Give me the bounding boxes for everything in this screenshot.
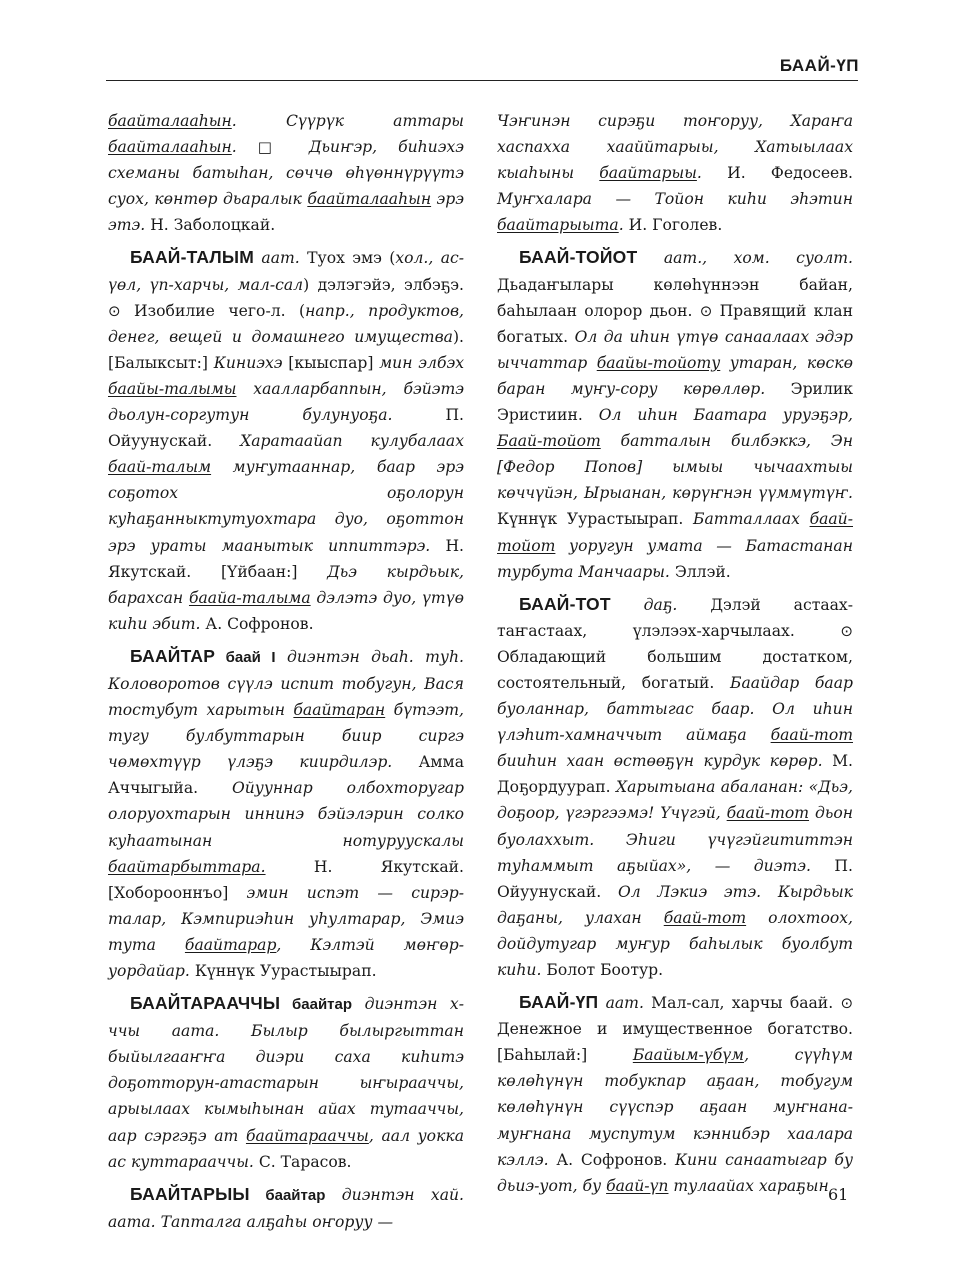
headword-usage: баайтаран (293, 701, 386, 720)
headword-usage: баайтарар (184, 935, 277, 954)
example-text: Кини санаатыгар бу дьиэ-уот, бу (497, 1150, 853, 1195)
entry-baai-tot (497, 591, 853, 983)
example-text: , Кэлтэй мөҥөр-уордайар. (108, 935, 464, 980)
example-text: Харатаайап кулубалаах (212, 432, 464, 451)
headword: БААЙТАРЫЫ (130, 1183, 250, 1204)
citation-author: А. Софронов. (548, 1150, 668, 1169)
example-text: Дьиҥэр, биһиэхэ схеманы батыһан, сөччө өһүөннүрүүтэ суох, көнтөр дьаралык (108, 138, 464, 209)
citation-author: Амма Аччыгыйа. (108, 753, 464, 798)
example-text: . (696, 164, 702, 183)
speaker-label: [Баһылай:] (497, 1046, 588, 1065)
bracket-note: [кыыспар] (288, 353, 374, 372)
left-column (108, 108, 464, 1241)
circle-dot-icon: ⊙ (699, 301, 713, 320)
definition: Дэлэй астаах-таҥастаах, үлэлээх-харчылаах. (497, 595, 853, 640)
page-number: 61 (828, 1185, 849, 1204)
headword-usage: баайтарыыта (497, 216, 619, 235)
example-text: Ойууннар олбохторугар олоруохтарын иннинэ бэйэлэрин солко куһаатынан нотуруускалы (108, 779, 464, 850)
base-word: баайтар (249, 1186, 326, 1204)
grammar-label: аат. (254, 249, 300, 268)
example-text: Коловоротов сүүлэ испит тобугун, Вася тостубут харытын (108, 674, 464, 720)
entry-baai-up (497, 989, 853, 1199)
example-text (587, 1046, 633, 1064)
headword-usage: баайталааһын (307, 190, 432, 209)
example-text: Ол да иһин үтүө санаалаах эдэр ыччаттар (497, 327, 853, 372)
headword-usage: баай-тот (663, 908, 747, 927)
headword-usage: баай-талым (108, 458, 212, 477)
citation-author: И. Федосеев. (701, 164, 854, 183)
headword-usage: баайы-талымы (108, 379, 237, 398)
example-text: Харытыана абаланан: «Дьэ, доҕоор, үгэргээмэ! Үчүгэй, (497, 778, 853, 823)
example-text: . (231, 138, 237, 157)
russian-translation-italic: напр., продуктов, денег, вещей и домашнего имущества (108, 301, 465, 346)
citation-author: Болот Боотур. (541, 961, 664, 979)
example-text: хаалларбаппын, бэйэтэ дьолун-соргутун булунуоҕа. (108, 379, 464, 425)
example-text: Ол Лэкиэ этэ. Кырдьык даҕаны, улахан (497, 882, 853, 927)
definition: ) дэлэгэйэ, элбэҕэ. (303, 275, 464, 294)
headword-usage: баай-үп (606, 1176, 669, 1195)
citation-author: С. Тарасов. (253, 1152, 352, 1171)
circle-dot-icon: ⊙ (840, 621, 853, 640)
continuation-paragraph (108, 108, 464, 238)
headword: БААЙТАР (130, 645, 216, 666)
example-text: утаран, көскө баран муҥу-сору көрөллөр. (497, 353, 853, 398)
citation-author: П. Ойуунускай. (108, 406, 465, 451)
citation-author: Н. Заболоцкай. (150, 216, 276, 235)
headword-usage: баайа-талыма (188, 588, 311, 607)
entry-baai-talym (108, 244, 464, 636)
headword-usage: баай-тот (770, 726, 853, 745)
headword-usage: Баай-тойот (497, 432, 601, 451)
entry-baaitaryy (108, 1181, 464, 1235)
example-text: мин элбэх (373, 353, 464, 372)
example-text: Ол иһин Баатара уруэҕэр, (582, 406, 853, 425)
headword-usage: баай-тот (726, 804, 810, 823)
example-text: , аал уокка ас куттарааччы. (108, 1126, 464, 1171)
headword: БААЙ-ҮП (519, 992, 599, 1013)
example-text: Тапталга алҕаһы оҥоруу — (155, 1212, 394, 1231)
citation-author: М. Доҕордуурап. (497, 752, 854, 797)
example-text: Киниэхэ (208, 353, 289, 372)
grammar-label: даҕ. (610, 595, 678, 614)
speaker-label: [Балыксыт:] (108, 353, 209, 372)
russian-translation: Денежное и имущественное богатство. (497, 1020, 853, 1039)
speaker-label: [Үйбаан:] (191, 562, 298, 581)
example-text: тулаайах хараҕын (668, 1176, 829, 1195)
grammar-label: диэнтэн х-ччы аата. (108, 995, 464, 1041)
grammar-label: аат., хом. суолт. (637, 249, 853, 268)
entry-baai-toiot (497, 244, 853, 584)
bracket-note: [Федор Попов] (497, 458, 643, 477)
running-head: БААЙ-ҮП (779, 56, 859, 75)
example-text: бүтээт, тугу булбуттарын биир сиргэ чөмөхтүүр үлэҕэ киирдилэр. (108, 701, 464, 772)
example-text: батталын билбэккэ, Эн (600, 432, 853, 451)
right-column (497, 108, 853, 1205)
grammar-label: диэнтэн дьаһ. туһ. (275, 647, 464, 666)
headword-usage: баайтарааччы (245, 1126, 369, 1145)
definition-italic: хол., ас-үөл, үп-харчы, мал-сал (108, 249, 465, 294)
entry-baaitaraachchy (108, 990, 464, 1175)
entry-baaitar (108, 643, 464, 984)
example-text: Муҥхалара — Тойон киһи эһэтин (497, 190, 853, 209)
base-word: баайтар (280, 996, 353, 1014)
headword-usage: баайтарбыттара. (108, 857, 266, 876)
citation-author: Н. Якутскай. (108, 536, 465, 581)
russian-translation: Правящий клан богатых. (497, 301, 853, 346)
continuation-paragraph (497, 108, 853, 238)
square-icon: □ (257, 138, 288, 157)
example-text: Чэҥинэн сирэҕи тоҥоруу, Хараҥа хаспаххa хааййтарыы, Хатыылаах кыаһыны (497, 112, 853, 183)
citation-author: П. Ойуунускай. (497, 856, 853, 901)
example-text: уоругун умата — Батастанан турбута Манчаары. (497, 536, 853, 581)
headword-usage: баайтарыы (599, 164, 697, 183)
headword-usage: Баайым-үбүм (632, 1046, 745, 1065)
definition: Дьадаҥылары көлөһүннээн байан, баһылаан олорор дьон. (497, 275, 853, 320)
example-text: бииһин хаан өстөөҕүн курдук көрөр. (497, 752, 823, 771)
definition: Туох эмэ ( (299, 249, 396, 268)
grammar-label: аат. (598, 994, 644, 1013)
headword: БААЙТАРААЧЧЫ (130, 993, 281, 1014)
citation-author: Эллэй. (669, 562, 731, 581)
headword: БААЙ-ТОЙОТ (519, 247, 638, 268)
russian-translation: Обладающий большим достатком, состоятельный, богатый. (497, 647, 853, 692)
russian-translation: ). (452, 327, 464, 346)
example-text: Батталлаах (683, 510, 810, 529)
citation-author: Н. Якутскай. (265, 857, 464, 876)
headword: БААЙ-ТОТ (519, 593, 611, 614)
example-text: Баайдар баар буоланнар, баттыгас баар. Ол иһин үлэһит-хамначчыт аймаҕа (497, 673, 854, 745)
circle-dot-icon: ⊙ (108, 301, 121, 320)
grammar-label: диэнтэн хай. аата. (108, 1185, 464, 1231)
headword-usage: баай-тойот (497, 510, 853, 555)
circle-dot-icon: ⊙ (840, 994, 854, 1013)
example-text: дэлэтэ дуо, үтүө киһи эбит. (108, 588, 464, 633)
citation-author: Күннүк Уурастыырап. (497, 510, 684, 529)
citation-author: Эрилик Эристиин. (497, 379, 853, 425)
example-text: ымыы чычаахтыы көччүйэн, Ырыанан, көрүҥнэн үүммүтүҥ. (497, 458, 853, 503)
speaker-label: [Хоборооннъо] (108, 883, 229, 902)
headword: БААЙ-ТАЛЫМ (130, 247, 255, 268)
headword-usage: баайы-тойоту (596, 353, 721, 372)
headword-usage: баайталааһын (108, 112, 232, 130)
example-text: муҥутааннар, баар эрэ соҕотох оҕолорун куһаҕанныктутуохтара дуо, оҕоттон эрэ ураты маанытык иппиттэрэ. (108, 458, 464, 555)
headword-usage: баайталааһын (108, 138, 232, 157)
base-word: баай I (215, 648, 276, 666)
citation-author: И. Гоголев. (623, 216, 723, 235)
example-text: эмин испэт — сирэр-талар, Кэмпириэһин уһултарар, Эмиэ тута (108, 883, 464, 954)
header-rule (106, 80, 858, 81)
example-text: Дьэ кырдьык, барахсан (108, 562, 464, 607)
example-text: олохтоох, дойдутугар муҥур баһылык буолбут киһи. (497, 908, 853, 979)
citation-author: А. Софронов. (200, 614, 314, 633)
example-text: эрэ этэ. (108, 190, 464, 235)
example-text: , сүүһүм көлөһүнүн тобукпар аҕаан, тобугум көлөһүнүн сүүспэр аҕаан муҥнана-муҥнана муспутум кэннибэр хаалара кэллэ. (497, 1046, 853, 1169)
example-text: . Сүүрүк аттары (231, 112, 464, 130)
example-text: дьон буолаххыт. Эһиги үчүгэйгититтэн туһаммыт аҕыйах», — диэтэ. (497, 804, 853, 875)
citation-author: Күннүк Уурастыырап. (189, 962, 377, 980)
example-text: Былыр былыргыттан быйылгааҥҥа диэри саха киһитэ доҕотторун-атастарын ыҥырааччы, арыылаах кымыһынан айах тутааччы, аар сэргэҕэ ат (108, 1022, 464, 1145)
russian-translation: Изобилие чего-л. ( (120, 301, 306, 320)
definition: Мал-сал, харчы баай. (643, 994, 834, 1013)
example-text: . (618, 216, 624, 235)
